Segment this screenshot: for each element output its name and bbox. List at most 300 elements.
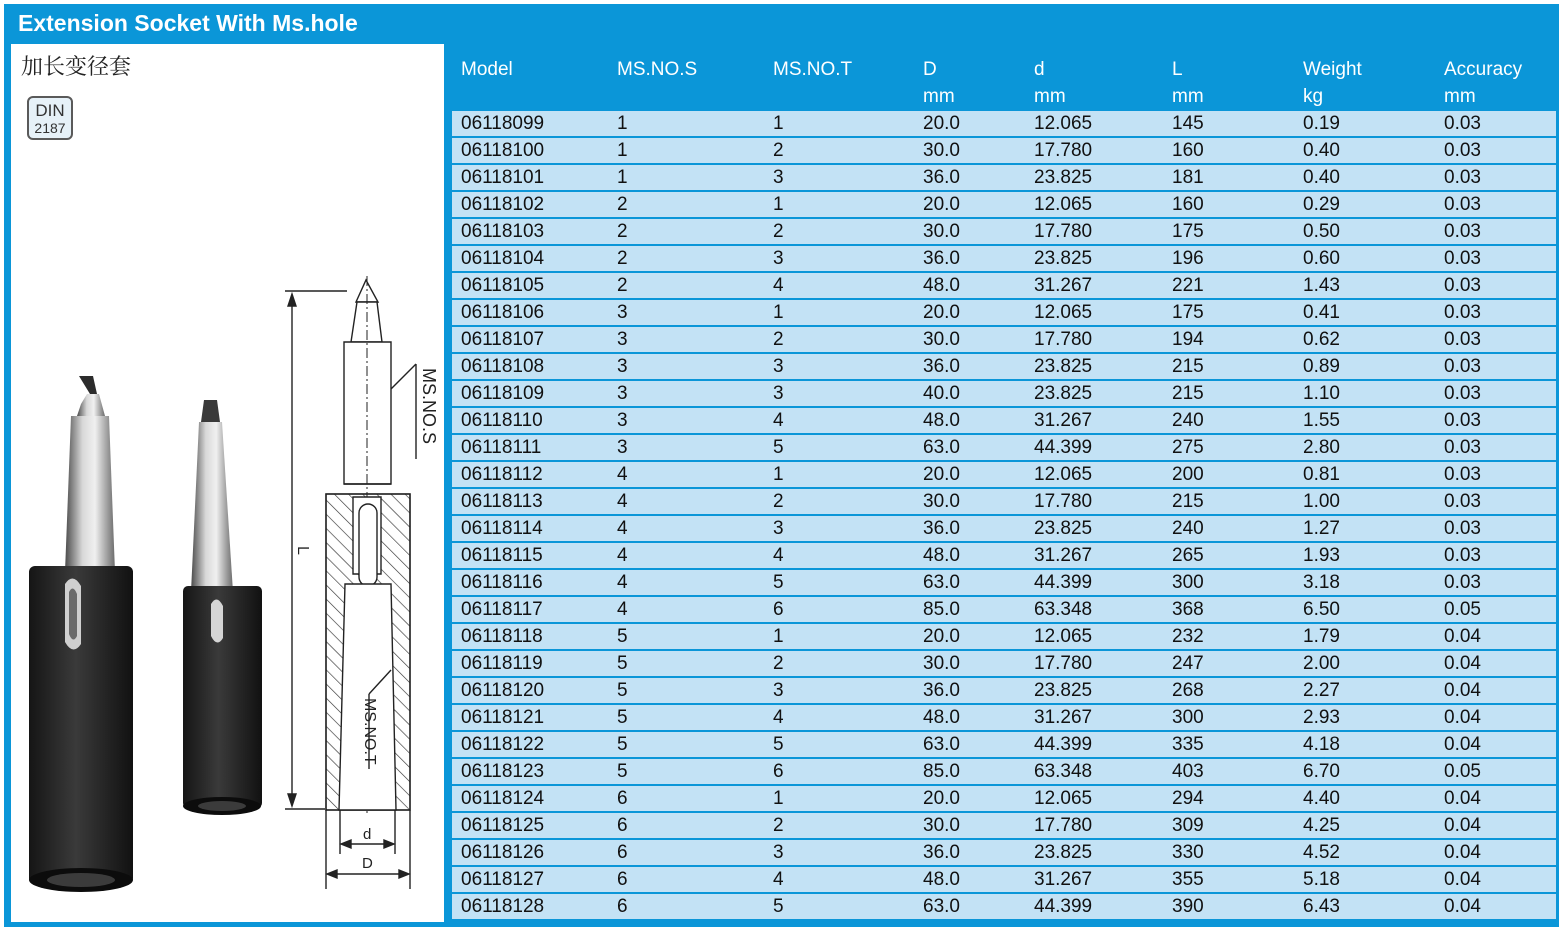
table-cell: 2 xyxy=(773,329,784,350)
table-cell: 0.03 xyxy=(1444,248,1481,269)
table-cell: 4.40 xyxy=(1303,788,1340,809)
table-cell: 63.0 xyxy=(923,572,960,593)
table-cell: 4.25 xyxy=(1303,815,1340,836)
technical-drawing xyxy=(285,276,416,889)
table-cell: 31.267 xyxy=(1034,275,1093,296)
table-cell: 0.03 xyxy=(1444,302,1481,323)
table-cell: 5 xyxy=(617,626,628,647)
table-cell: 40.0 xyxy=(923,383,960,404)
table-cell: 44.399 xyxy=(1034,734,1093,755)
table-cell: 06118105 xyxy=(461,275,545,296)
table-cell: 06118122 xyxy=(461,734,545,755)
table-cell: 0.04 xyxy=(1444,869,1481,890)
table-cell: 17.780 xyxy=(1034,329,1093,350)
chinese-subtitle: 加长变径套 xyxy=(21,55,132,80)
table-cell: 36.0 xyxy=(923,842,960,863)
table-cell: 06118111 xyxy=(461,437,542,458)
table-cell: 5 xyxy=(773,572,784,593)
dimension-label-big-d: D xyxy=(362,855,373,872)
column-header-label: MS.NO.T xyxy=(773,59,853,80)
table-cell: 30.0 xyxy=(923,221,960,242)
table-cell: 196 xyxy=(1172,248,1204,269)
table-cell: 36.0 xyxy=(923,167,960,188)
dimension-label-ms-no-t: MS.NO.T xyxy=(361,698,378,765)
table-cell: 0.04 xyxy=(1444,896,1481,917)
table-body xyxy=(452,111,1556,921)
table-row xyxy=(452,813,1556,838)
table-cell: 12.065 xyxy=(1034,113,1093,134)
table-cell: 4 xyxy=(773,275,784,296)
table-row xyxy=(452,246,1556,271)
table-cell: 0.05 xyxy=(1444,761,1481,782)
table-cell: 0.62 xyxy=(1303,329,1340,350)
table-cell: 2 xyxy=(773,221,784,242)
table-cell: 1.10 xyxy=(1303,383,1340,404)
column-header-label: MS.NO.S xyxy=(617,59,698,80)
table-cell: 2.00 xyxy=(1303,653,1340,674)
table-cell: 63.348 xyxy=(1034,599,1093,620)
table-cell: 6 xyxy=(773,761,784,782)
column-header-label: d xyxy=(1034,59,1045,80)
table-cell: 200 xyxy=(1172,464,1204,485)
table-cell: 48.0 xyxy=(923,869,960,890)
table-cell: 0.41 xyxy=(1303,302,1340,323)
column-header-6 xyxy=(1303,56,1362,110)
table-cell: 6.50 xyxy=(1303,599,1340,620)
table-cell: 0.05 xyxy=(1444,599,1481,620)
table-cell: 0.89 xyxy=(1303,356,1340,377)
table-cell: 20.0 xyxy=(923,788,960,809)
table-cell: 0.03 xyxy=(1444,140,1481,161)
table-cell: 2 xyxy=(773,491,784,512)
table-cell: 4 xyxy=(617,491,628,512)
table-cell: 1.93 xyxy=(1303,545,1340,566)
table-cell: 06118121 xyxy=(461,707,545,728)
table-row xyxy=(452,705,1556,730)
table-cell: 0.04 xyxy=(1444,842,1481,863)
table-cell: 403 xyxy=(1172,761,1204,782)
table-cell: 175 xyxy=(1172,221,1204,242)
table-cell: 1.55 xyxy=(1303,410,1340,431)
table-cell: 36.0 xyxy=(923,356,960,377)
table-cell: 0.03 xyxy=(1444,437,1481,458)
table-cell: 20.0 xyxy=(923,626,960,647)
table-cell: 23.825 xyxy=(1034,167,1093,188)
table-cell: 06118116 xyxy=(461,572,543,593)
table-cell: 4 xyxy=(773,707,784,728)
table-row xyxy=(452,300,1556,325)
table-cell: 2 xyxy=(617,275,628,296)
large-socket-photo xyxy=(29,376,133,892)
table-cell: 3 xyxy=(773,167,784,188)
column-header-unit: mm xyxy=(1034,86,1066,107)
table-row xyxy=(452,759,1556,784)
table-row xyxy=(452,408,1556,433)
table-cell: 390 xyxy=(1172,896,1204,917)
table-cell: 30.0 xyxy=(923,329,960,350)
table-cell: 5 xyxy=(617,707,628,728)
socket-illustration xyxy=(11,44,444,922)
table-cell: 1.43 xyxy=(1303,275,1340,296)
table-cell: 23.825 xyxy=(1034,680,1093,701)
small-socket-photo xyxy=(183,400,262,815)
table-cell: 20.0 xyxy=(923,464,960,485)
table-cell: 335 xyxy=(1172,734,1204,755)
table-row xyxy=(452,570,1556,595)
table-cell: 0.19 xyxy=(1303,113,1340,134)
table-cell: 63.0 xyxy=(923,734,960,755)
table-cell: 215 xyxy=(1172,491,1204,512)
table-cell: 2 xyxy=(617,248,628,269)
table-cell: 06118126 xyxy=(461,842,545,863)
catalog-frame xyxy=(4,4,1559,927)
table-cell: 06118103 xyxy=(461,221,545,242)
table-cell: 30.0 xyxy=(923,491,960,512)
table-cell: 4 xyxy=(773,410,784,431)
table-cell: 0.03 xyxy=(1444,518,1481,539)
table-row xyxy=(452,516,1556,541)
din-badge-line1: DIN xyxy=(35,101,65,120)
table-row xyxy=(452,381,1556,406)
table-cell: 2 xyxy=(773,140,784,161)
table-cell: 20.0 xyxy=(923,302,960,323)
table-cell: 2.80 xyxy=(1303,437,1340,458)
table-row xyxy=(452,138,1556,163)
table-cell: 31.267 xyxy=(1034,545,1093,566)
table-header xyxy=(446,44,1556,111)
table-cell: 0.81 xyxy=(1303,464,1340,485)
table-cell: 06118099 xyxy=(461,113,545,134)
table-cell: 12.065 xyxy=(1034,626,1093,647)
table-cell: 5 xyxy=(617,653,628,674)
table-cell: 6.43 xyxy=(1303,896,1340,917)
table-cell: 0.03 xyxy=(1444,194,1481,215)
table-row xyxy=(452,165,1556,190)
table-cell: 160 xyxy=(1172,194,1204,215)
table-cell: 3 xyxy=(617,383,628,404)
table-cell: 06118127 xyxy=(461,869,545,890)
column-header-unit: mm xyxy=(1172,86,1204,107)
table-cell: 0.04 xyxy=(1444,680,1481,701)
table-cell: 6 xyxy=(773,599,784,620)
table-cell: 63.0 xyxy=(923,896,960,917)
table-row xyxy=(452,732,1556,757)
table-cell: 2.27 xyxy=(1303,680,1340,701)
column-header-label: Weight xyxy=(1303,59,1362,80)
table-cell: 0.03 xyxy=(1444,275,1481,296)
table-row xyxy=(452,462,1556,487)
table-row xyxy=(452,597,1556,622)
table-cell: 2 xyxy=(617,221,628,242)
table-row xyxy=(452,894,1556,919)
table-cell: 1.79 xyxy=(1303,626,1340,647)
table-cell: 309 xyxy=(1172,815,1204,836)
table-cell: 265 xyxy=(1172,545,1204,566)
table-cell: 63.0 xyxy=(923,437,960,458)
table-cell: 30.0 xyxy=(923,140,960,161)
table-row xyxy=(452,678,1556,703)
table-cell: 0.29 xyxy=(1303,194,1340,215)
table-cell: 4.18 xyxy=(1303,734,1340,755)
table-cell: 06118113 xyxy=(461,491,543,512)
table-cell: 6.70 xyxy=(1303,761,1340,782)
table-cell: 1.00 xyxy=(1303,491,1340,512)
table-cell: 232 xyxy=(1172,626,1204,647)
table-cell: 1 xyxy=(617,140,628,161)
table-cell: 30.0 xyxy=(923,653,960,674)
table-cell: 5.18 xyxy=(1303,869,1340,890)
table-cell: 06118117 xyxy=(461,599,543,620)
table-cell: 12.065 xyxy=(1034,302,1093,323)
column-header-label: D xyxy=(923,59,937,80)
table-cell: 215 xyxy=(1172,356,1204,377)
table-cell: 06118118 xyxy=(461,626,543,647)
table-cell: 20.0 xyxy=(923,113,960,134)
table-row xyxy=(452,219,1556,244)
table-cell: 6 xyxy=(617,842,628,863)
table-cell: 3 xyxy=(773,248,784,269)
spec-table xyxy=(446,44,1556,922)
table-cell: 06118125 xyxy=(461,815,545,836)
table-cell: 1 xyxy=(773,464,784,485)
table-cell: 20.0 xyxy=(923,194,960,215)
table-cell: 300 xyxy=(1172,572,1204,593)
table-cell: 181 xyxy=(1172,167,1204,188)
table-cell: 0.60 xyxy=(1303,248,1340,269)
column-header-0 xyxy=(461,56,513,83)
table-row xyxy=(452,327,1556,352)
table-cell: 0.03 xyxy=(1444,221,1481,242)
table-cell: 2 xyxy=(617,194,628,215)
table-cell: 4 xyxy=(617,599,628,620)
table-cell: 0.03 xyxy=(1444,410,1481,431)
table-cell: 30.0 xyxy=(923,815,960,836)
dimension-label-ms-no-s: MS.NO.S xyxy=(419,368,439,445)
table-cell: 0.04 xyxy=(1444,788,1481,809)
table-cell: 44.399 xyxy=(1034,896,1093,917)
table-cell: 3 xyxy=(617,302,628,323)
table-cell: 31.267 xyxy=(1034,869,1093,890)
table-cell: 06118128 xyxy=(461,896,545,917)
table-cell: 1 xyxy=(773,194,784,215)
table-cell: 06118112 xyxy=(461,464,543,485)
table-cell: 160 xyxy=(1172,140,1204,161)
table-cell: 2 xyxy=(773,653,784,674)
column-header-7 xyxy=(1444,56,1522,110)
table-cell: 0.40 xyxy=(1303,140,1340,161)
table-cell: 1.27 xyxy=(1303,518,1340,539)
column-header-label: Accuracy xyxy=(1444,59,1523,80)
table-cell: 1 xyxy=(773,113,784,134)
table-cell: 36.0 xyxy=(923,248,960,269)
column-header-2 xyxy=(773,56,852,83)
table-cell: 6 xyxy=(617,815,628,836)
table-row xyxy=(452,543,1556,568)
dimension-label-small-d: d xyxy=(363,826,372,843)
column-header-4 xyxy=(1034,56,1066,110)
table-cell: 2.93 xyxy=(1303,707,1340,728)
table-row xyxy=(452,192,1556,217)
table-cell: 355 xyxy=(1172,869,1204,890)
table-cell: 23.825 xyxy=(1034,518,1093,539)
table-cell: 3 xyxy=(617,410,628,431)
table-cell: 12.065 xyxy=(1034,194,1093,215)
table-cell: 48.0 xyxy=(923,275,960,296)
table-cell: 0.03 xyxy=(1444,383,1481,404)
table-cell: 48.0 xyxy=(923,707,960,728)
product-illustration-panel xyxy=(11,44,444,922)
table-cell: 06118106 xyxy=(461,302,545,323)
table-cell: 194 xyxy=(1172,329,1204,350)
table-row xyxy=(452,651,1556,676)
table-cell: 17.780 xyxy=(1034,221,1093,242)
table-cell: 3 xyxy=(773,842,784,863)
table-cell: 6 xyxy=(617,788,628,809)
table-cell: 48.0 xyxy=(923,545,960,566)
table-cell: 4 xyxy=(773,545,784,566)
table-cell: 17.780 xyxy=(1034,815,1093,836)
dimension-label-length: L xyxy=(294,546,311,555)
table-cell: 0.04 xyxy=(1444,707,1481,728)
column-header-unit: mm xyxy=(1444,86,1476,107)
table-cell: 31.267 xyxy=(1034,410,1093,431)
table-row xyxy=(452,867,1556,892)
table-row xyxy=(452,111,1556,136)
table-cell: 1 xyxy=(773,302,784,323)
table-row xyxy=(452,435,1556,460)
table-cell: 3 xyxy=(773,518,784,539)
table-cell: 44.399 xyxy=(1034,572,1093,593)
table-cell: 0.04 xyxy=(1444,734,1481,755)
table-cell: 3 xyxy=(773,680,784,701)
table-cell: 85.0 xyxy=(923,761,960,782)
table-cell: 17.780 xyxy=(1034,653,1093,674)
table-cell: 06118115 xyxy=(461,545,543,566)
table-row xyxy=(452,840,1556,865)
table-cell: 247 xyxy=(1172,653,1204,674)
table-cell: 4.52 xyxy=(1303,842,1340,863)
table-cell: 4 xyxy=(617,518,628,539)
table-cell: 23.825 xyxy=(1034,383,1093,404)
table-row xyxy=(452,273,1556,298)
table-cell: 48.0 xyxy=(923,410,960,431)
table-cell: 06118101 xyxy=(461,167,545,188)
table-cell: 44.399 xyxy=(1034,437,1093,458)
table-cell: 23.825 xyxy=(1034,356,1093,377)
table-cell: 06118108 xyxy=(461,356,545,377)
table-cell: 0.03 xyxy=(1444,113,1481,134)
table-row xyxy=(452,354,1556,379)
table-cell: 5 xyxy=(617,761,628,782)
table-cell: 5 xyxy=(617,680,628,701)
table-cell: 36.0 xyxy=(923,680,960,701)
column-header-unit: kg xyxy=(1303,86,1324,107)
table-cell: 1 xyxy=(773,626,784,647)
table-cell: 5 xyxy=(773,437,784,458)
table-row xyxy=(452,786,1556,811)
din-badge-line2: 2187 xyxy=(34,120,66,136)
table-cell: 3 xyxy=(617,356,628,377)
table-cell: 5 xyxy=(617,734,628,755)
table-cell: 06118109 xyxy=(461,383,545,404)
table-cell: 0.04 xyxy=(1444,653,1481,674)
table-cell: 85.0 xyxy=(923,599,960,620)
column-header-5 xyxy=(1172,56,1204,110)
table-cell: 63.348 xyxy=(1034,761,1093,782)
table-cell: 0.04 xyxy=(1444,815,1481,836)
table-cell: 17.780 xyxy=(1034,140,1093,161)
table-cell: 0.50 xyxy=(1303,221,1340,242)
table-cell: 3 xyxy=(773,356,784,377)
table-cell: 06118119 xyxy=(461,653,543,674)
table-cell: 1 xyxy=(617,113,628,134)
table-cell: 268 xyxy=(1172,680,1204,701)
table-cell: 3 xyxy=(617,437,628,458)
table-cell: 4 xyxy=(617,545,628,566)
table-cell: 06118120 xyxy=(461,680,545,701)
table-cell: 240 xyxy=(1172,410,1204,431)
table-cell: 06118124 xyxy=(461,788,545,809)
table-row xyxy=(452,489,1556,514)
column-header-unit: mm xyxy=(923,86,955,107)
table-cell: 31.267 xyxy=(1034,707,1093,728)
table-cell: 0.03 xyxy=(1444,491,1481,512)
table-cell: 4 xyxy=(617,464,628,485)
table-cell: 1 xyxy=(617,167,628,188)
table-cell: 36.0 xyxy=(923,518,960,539)
table-cell: 23.825 xyxy=(1034,842,1093,863)
table-cell: 06118123 xyxy=(461,761,545,782)
table-row xyxy=(452,624,1556,649)
table-cell: 0.03 xyxy=(1444,356,1481,377)
table-cell: 300 xyxy=(1172,707,1204,728)
table-cell: 294 xyxy=(1172,788,1204,809)
table-cell: 240 xyxy=(1172,518,1204,539)
table-cell: 0.03 xyxy=(1444,572,1481,593)
table-cell: 4 xyxy=(617,572,628,593)
table-cell: 0.40 xyxy=(1303,167,1340,188)
table-cell: 0.03 xyxy=(1444,329,1481,350)
table-cell: 368 xyxy=(1172,599,1204,620)
table-cell: 06118114 xyxy=(461,518,543,539)
table-cell: 215 xyxy=(1172,383,1204,404)
table-cell: 06118102 xyxy=(461,194,545,215)
table-cell: 5 xyxy=(773,734,784,755)
column-header-1 xyxy=(617,56,697,83)
column-header-label: Model xyxy=(461,59,513,80)
column-header-label: L xyxy=(1172,59,1183,80)
table-cell: 4 xyxy=(773,869,784,890)
table-cell: 06118107 xyxy=(461,329,545,350)
table-cell: 6 xyxy=(617,869,628,890)
table-cell: 0.03 xyxy=(1444,545,1481,566)
table-cell: 275 xyxy=(1172,437,1204,458)
table-cell: 145 xyxy=(1172,113,1204,134)
table-cell: 12.065 xyxy=(1034,788,1093,809)
table-cell: 23.825 xyxy=(1034,248,1093,269)
table-cell: 3 xyxy=(617,329,628,350)
table-cell: 3.18 xyxy=(1303,572,1340,593)
table-cell: 0.03 xyxy=(1444,464,1481,485)
table-cell: 6 xyxy=(617,896,628,917)
table-cell: 0.04 xyxy=(1444,626,1481,647)
table-cell: 0.03 xyxy=(1444,167,1481,188)
table-cell: 221 xyxy=(1172,275,1204,296)
table-cell: 5 xyxy=(773,896,784,917)
table-cell: 3 xyxy=(773,383,784,404)
table-cell: 12.065 xyxy=(1034,464,1093,485)
table-cell: 1 xyxy=(773,788,784,809)
